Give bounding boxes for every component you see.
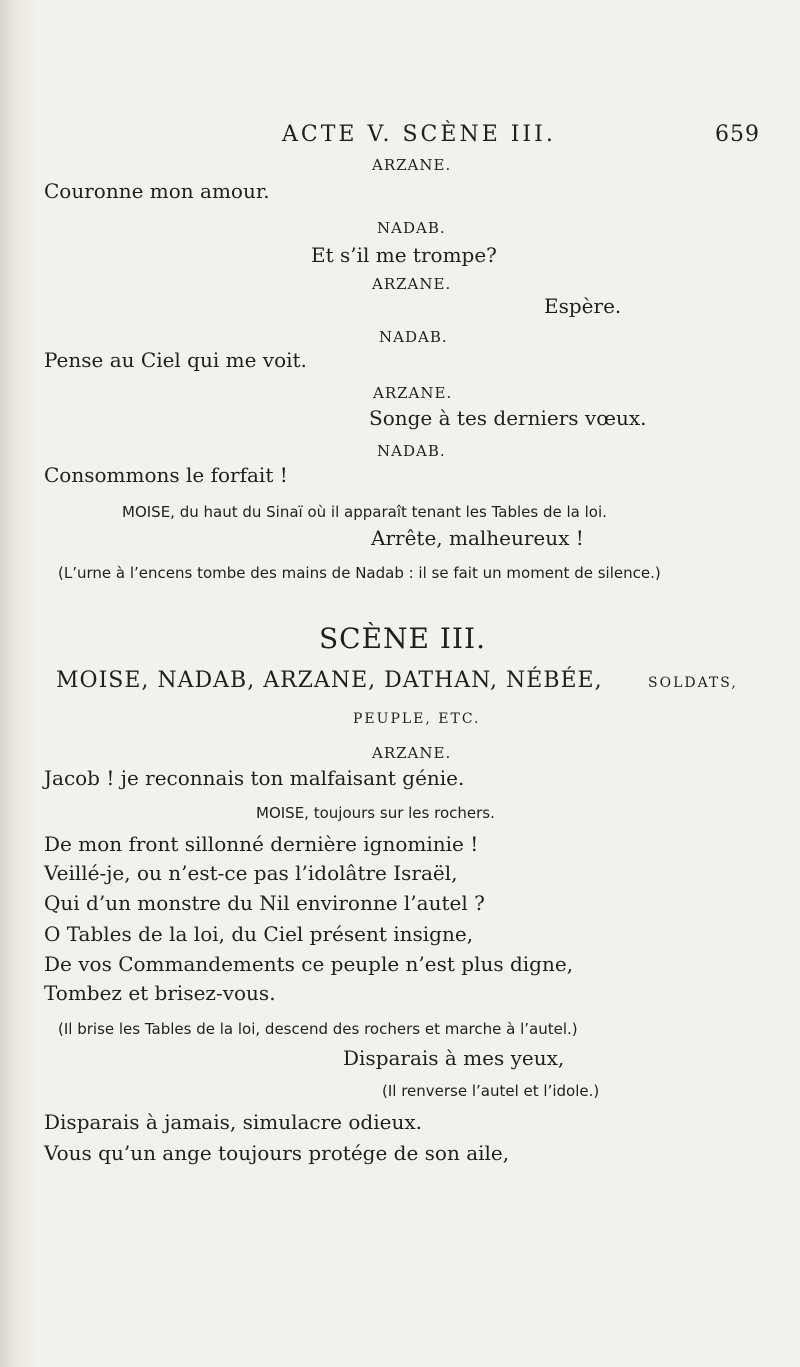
verse-line: Jacob ! je reconnais ton malfaisant génie. — [44, 766, 465, 790]
verse-line: Et s’il me trompe? — [311, 243, 497, 267]
verse-line: Espère. — [544, 294, 622, 318]
verse-line: Veillé-je, ou n’est-ce pas l’idolâtre Israël, — [44, 861, 458, 885]
cast-soldiers: SOLDATS, — [648, 675, 738, 691]
speaker-moise: MOISE, toujours sur les rochers. — [256, 804, 495, 822]
stage-direction: (L’urne à l’encens tombe des mains de Nadab : il se fait un moment de silence.) — [58, 564, 661, 582]
verse-line: Pense au Ciel qui me voit. — [44, 348, 307, 372]
running-header: ACTE V. SCÈNE III. — [282, 122, 556, 147]
speaker-nadab: NADAB. — [377, 219, 446, 237]
verse-line: Arrête, malheureux ! — [371, 526, 584, 550]
speaker-arzane: ARZANE. — [372, 275, 452, 293]
speaker-arzane: ARZANE. — [373, 384, 453, 402]
stage-direction: (Il brise les Tables de la loi, descend des rochers et marche à l’autel.) — [58, 1020, 578, 1038]
stage-direction: MOISE, du haut du Sinaï où il apparaît tenant les Tables de la loi. — [122, 503, 607, 521]
verse-line: Consommons le forfait ! — [44, 463, 288, 487]
verse-line: Tombez et brisez-vous. — [44, 981, 276, 1005]
verse-line: Disparais à mes yeux, — [343, 1046, 565, 1070]
verse-line: Songe à tes derniers vœux. — [369, 406, 647, 430]
page-number: 659 — [715, 122, 760, 147]
verse-line: Disparais à jamais, simulacre odieux. — [44, 1110, 422, 1134]
speaker-nadab: NADAB. — [379, 328, 448, 346]
verse-line: O Tables de la loi, du Ciel présent insigne, — [44, 922, 474, 946]
verse-line: Vous qu’un ange toujours protége de son aile, — [44, 1141, 510, 1165]
verse-line: Qui d’un monstre du Nil environne l’autel ? — [44, 891, 485, 915]
speaker-arzane: ARZANE. — [372, 744, 452, 762]
scene-title: SCÈNE III. — [319, 622, 486, 655]
speaker-nadab: NADAB. — [377, 442, 446, 460]
verse-line: De vos Commandements ce peuple n’est plus digne, — [44, 952, 574, 976]
cast-list: MOISE, NADAB, ARZANE, DATHAN, NÉBÉE, — [56, 668, 603, 693]
cast-rest: PEUPLE, ETC. — [353, 711, 481, 727]
speaker-arzane: ARZANE. — [372, 156, 452, 174]
verse-line: Couronne mon amour. — [44, 179, 270, 203]
page-edge-shadow — [0, 0, 38, 1367]
verse-line: De mon front sillonné dernière ignominie ! — [44, 832, 479, 856]
stage-direction: (Il renverse l’autel et l’idole.) — [382, 1082, 600, 1100]
